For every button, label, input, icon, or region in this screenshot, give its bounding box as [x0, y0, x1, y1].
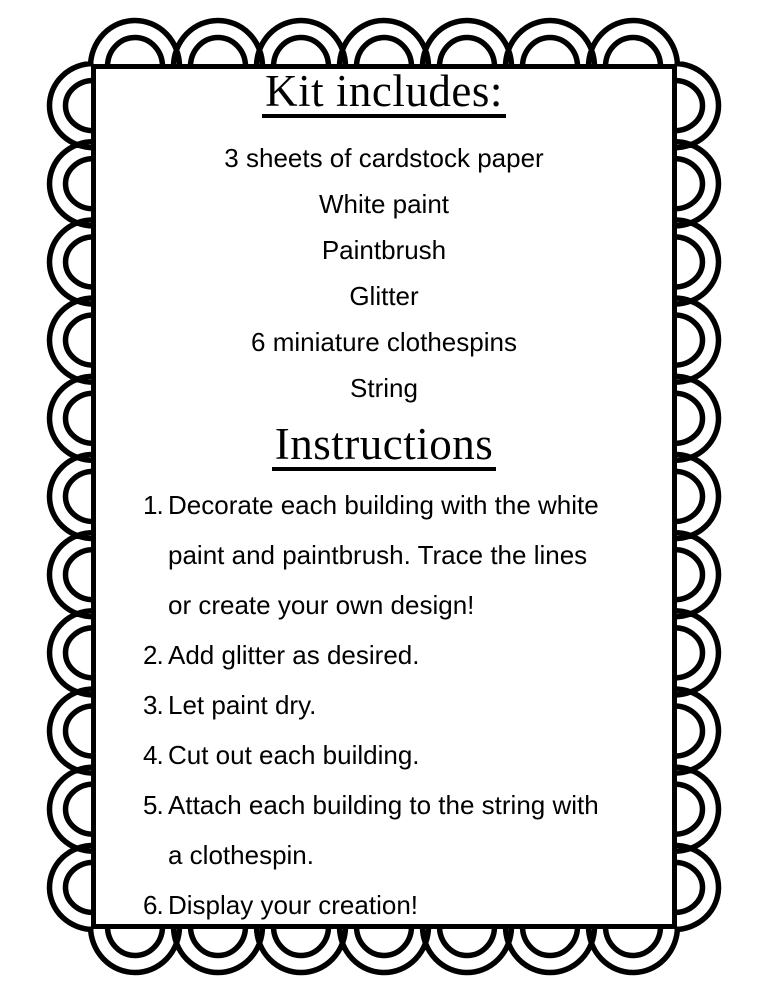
- step-text: [168, 780, 599, 880]
- step-number: 6.: [143, 890, 163, 920]
- instruction-step: [143, 480, 663, 630]
- instructions-heading: [0, 421, 768, 471]
- step-text: [168, 730, 420, 780]
- instruction-step: [143, 630, 663, 680]
- step-text: [168, 630, 419, 680]
- step-line: Display your creation!: [168, 890, 418, 920]
- step-line: or create your own design!: [168, 590, 475, 620]
- kit-item: 6 miniature clothespins: [251, 327, 517, 357]
- kit-list: [0, 135, 768, 411]
- step-text: [168, 480, 599, 630]
- step-text: [168, 880, 418, 930]
- kit-item: 3 sheets of cardstock paper: [224, 143, 544, 173]
- step-line: Add glitter as desired.: [168, 640, 420, 670]
- instruction-step: [143, 780, 663, 880]
- step-number: 1.: [143, 490, 163, 520]
- instructions-list: [143, 480, 663, 930]
- kit-item: Paintbrush: [321, 235, 447, 265]
- step-text: [168, 680, 316, 730]
- step-line: Cut out each building.: [168, 740, 420, 770]
- instructions-heading-text: Instructions: [272, 421, 496, 471]
- kit-item: White paint: [318, 189, 450, 219]
- step-number: 3.: [143, 690, 163, 720]
- step-line: paint and paintbrush. Trace the lines: [168, 540, 588, 570]
- kit-item: String: [350, 373, 418, 403]
- step-line: Let paint dry.: [168, 690, 317, 720]
- instruction-step: [143, 730, 663, 780]
- instruction-step: [143, 680, 663, 730]
- instruction-step: [143, 880, 663, 930]
- step-number: 2.: [143, 640, 163, 670]
- step-line: a clothespin.: [168, 840, 314, 870]
- kit-item: Glitter: [349, 281, 419, 311]
- step-line: Attach each building to the string with: [168, 790, 599, 820]
- kit-includes-heading-text: Kit includes:: [262, 68, 506, 118]
- kit-includes-heading: [0, 68, 768, 118]
- step-line: Decorate each building with the white: [168, 490, 599, 520]
- step-number: 5.: [143, 790, 163, 820]
- step-number: 4.: [143, 740, 163, 770]
